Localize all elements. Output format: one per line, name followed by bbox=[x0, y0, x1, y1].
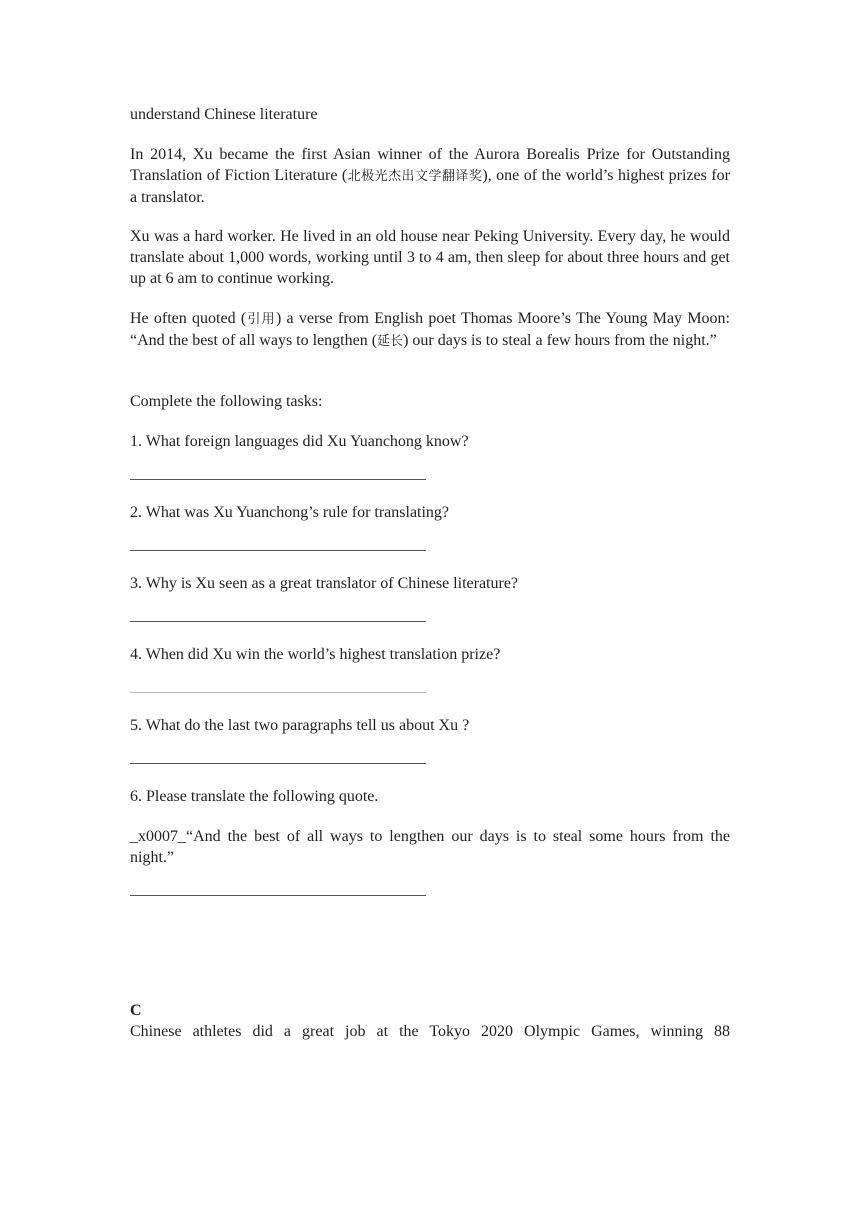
paragraph-prize-text-a: In 2014, Xu became the first Asian winner of the Aurora Borealis Prize for Outstanding Translation of Fiction Literature ( bbox=[130, 146, 730, 184]
answer-line-2[interactable] bbox=[130, 550, 426, 551]
question-6-quote: _x0007_“And the best of all ways to lengthen our days is to steal some hours from the night.” bbox=[130, 828, 730, 866]
answer-line-1[interactable] bbox=[130, 479, 426, 480]
paragraph-prize-chinese: 北极光杰出文学翻译奖 bbox=[347, 169, 483, 184]
answer-line-5[interactable] bbox=[130, 763, 426, 764]
question-4: 4. When did Xu win the world’s highest translation prize? bbox=[130, 646, 501, 663]
paragraph-quote-text-c: ) our days is to steal a few hours from the night.” bbox=[403, 332, 717, 349]
question-5: 5. What do the last two paragraphs tell us about Xu ? bbox=[130, 717, 470, 734]
paragraph-quote-chinese-1: 引用 bbox=[246, 312, 276, 327]
paragraph-quote-chinese-2: 延长 bbox=[377, 334, 404, 349]
paragraph-quote-text-b: ) a verse from English poet Thomas Moore’s The Young May Moon: “And the best of all ways to lengthen ( bbox=[130, 310, 730, 349]
tasks-heading: Complete the following tasks: bbox=[130, 393, 323, 410]
question-3: 3. Why is Xu seen as a great translator of Chinese literature? bbox=[130, 575, 519, 592]
paragraph-quote bbox=[130, 308, 730, 352]
intro-line: understand Chinese literature bbox=[130, 106, 318, 123]
paragraph-prize bbox=[130, 144, 730, 208]
section-c-text: Chinese athletes did a great job at the Tokyo 2020 Olympic Games, winning 88 bbox=[130, 1023, 730, 1040]
answer-line-3[interactable] bbox=[130, 621, 426, 622]
paragraph-quote-text-a: He often quoted ( bbox=[130, 310, 247, 327]
question-2: 2. What was Xu Yuanchong’s rule for translating? bbox=[130, 504, 450, 521]
section-c-letter: C bbox=[130, 1002, 142, 1019]
answer-line-4[interactable] bbox=[130, 692, 426, 693]
paragraph-hard-worker: Xu was a hard worker. He lived in an old house near Peking University. Every day, he would translate about 1,000 words, working until 3 to 4 am, then sleep for about three hours and get up at 6 am to continue working. bbox=[130, 228, 730, 287]
paragraph-prize-text-b: ), one of the world’s highest prizes for a translator. bbox=[130, 167, 730, 206]
question-6: 6. Please translate the following quote. bbox=[130, 788, 379, 805]
answer-line-6[interactable] bbox=[130, 895, 426, 896]
question-1: 1. What foreign languages did Xu Yuanchong know? bbox=[130, 433, 469, 450]
document-page bbox=[130, 104, 730, 1042]
